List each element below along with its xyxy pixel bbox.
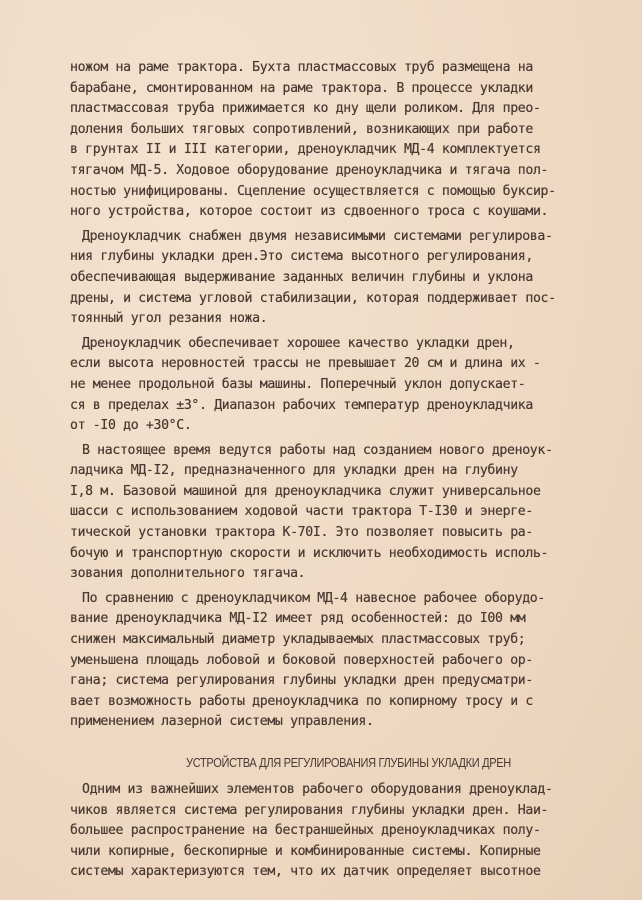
text-line: обеспечивающая выдерживание заданных величин глубины и уклона xyxy=(70,269,533,285)
text-line: чили копирные, бескопирные и комбинированные системы. Копирные xyxy=(70,843,541,859)
text-line: чиков является система регулирования глубины укладки дрен. Наи- xyxy=(70,802,549,818)
text-line: Дреноукладчик обеспечивает хорошее качество укладки дрен, xyxy=(82,335,515,351)
text-line: I,8 м. Базовой машиной для дреноукладчика служит универсальное xyxy=(70,483,541,499)
body-text xyxy=(70,58,610,733)
text-line: применением лазерной системы управления. xyxy=(70,714,374,730)
text-line: ся в пределах ±3°. Диапазон рабочих температур дреноукладчика xyxy=(70,397,533,413)
text-line: шасси с использованием ходовой части трактора Т-I30 и энерге- xyxy=(70,504,533,520)
text-line: ния глубины укладки дрен.Это система высотного регулирования, xyxy=(70,249,533,265)
text-line: вание дреноукладчика МД-I2 имеет ряд особенностей: до I00 мм xyxy=(70,611,526,627)
section-heading: УСТРОЙСТВА ДЛЯ РЕГУЛИРОВАНИЯ ГЛУБИНЫ УКЛАДКИ ДРЕН xyxy=(186,755,511,770)
text-line: барабане, смонтированном на раме трактора. В процессе укладки xyxy=(70,80,533,96)
paragraph xyxy=(70,589,610,733)
paragraph xyxy=(70,780,610,883)
section-body-text xyxy=(70,780,610,883)
text-line: зования дополнительного тягача. xyxy=(70,566,306,582)
text-line: бочую и транспортную скорости и исключить необходимость исполь- xyxy=(70,545,549,561)
text-line: системы характеризуются тем, что их датчик определяет высотное xyxy=(70,864,541,880)
document-page xyxy=(70,58,610,883)
text-line: Одним из важнейших элементов рабочего оборудования дреноуклад- xyxy=(82,782,553,797)
text-line: В настоящее время ведутся работы над созданием нового дреноук- xyxy=(82,442,553,458)
text-line: тоянный угол резания ножа. xyxy=(70,311,268,327)
text-line: ностью унифицированы. Сцепление осуществляется с помощью буксир- xyxy=(70,183,556,199)
paragraph xyxy=(70,227,610,330)
text-line: ладчика МД-I2, предназначенного для укладки дрен на глубину xyxy=(70,463,518,479)
text-line: если высота неровностей трассы не превышает 20 см и длина их - xyxy=(70,356,541,372)
text-line: уменьшена площадь лобовой и боковой поверхностей рабочего ор- xyxy=(70,652,533,668)
paragraph xyxy=(70,441,610,585)
text-line: большее распространение на бестраншейных дреноукладчиках полу- xyxy=(70,823,541,839)
text-line: дрены, и система угловой стабилизации, которая поддерживает пос- xyxy=(70,290,556,306)
paragraph xyxy=(70,58,610,223)
text-line: пластмассовая труба прижимается ко дну щели роликом. Для прео- xyxy=(70,101,541,117)
text-line: гана; система регулирования глубины укладки дрен предусматри- xyxy=(70,673,533,689)
text-line: тической установки трактора К-70I. Это позволяет повысить ра- xyxy=(70,525,533,541)
text-line: Дреноукладчик снабжен двумя независимыми системами регулирова- xyxy=(82,228,553,244)
text-line: доления больших тяговых сопротивлений, возникающих при работе xyxy=(70,121,533,137)
text-line: По сравнению с дреноукладчиком МД-4 навесное рабочее оборудо- xyxy=(82,590,545,606)
text-line: ного устройства, которое состоит из сдвоенного троса с коушами. xyxy=(70,204,549,220)
text-line: ножом на раме трактора. Бухта пластмассовых труб размещена на xyxy=(70,60,533,75)
text-line: вает возможность работы дреноукладчика по копирному тросу и с xyxy=(70,693,533,709)
text-line: снижен максимальный диаметр укладываемых пластмассовых труб; xyxy=(70,632,526,648)
text-line: в грунтах II и III категории, дреноукладчик МД-4 комплектуется xyxy=(70,142,541,158)
text-line: не менее продольной базы машины. Поперечный уклон допускает- xyxy=(70,376,526,392)
text-line: тягачом МД-5. Ходовое оборудование дреноукладчика и тягача пол- xyxy=(70,162,549,178)
paragraph xyxy=(70,334,610,437)
text-line: от -I0 до +30°С. xyxy=(70,418,192,434)
